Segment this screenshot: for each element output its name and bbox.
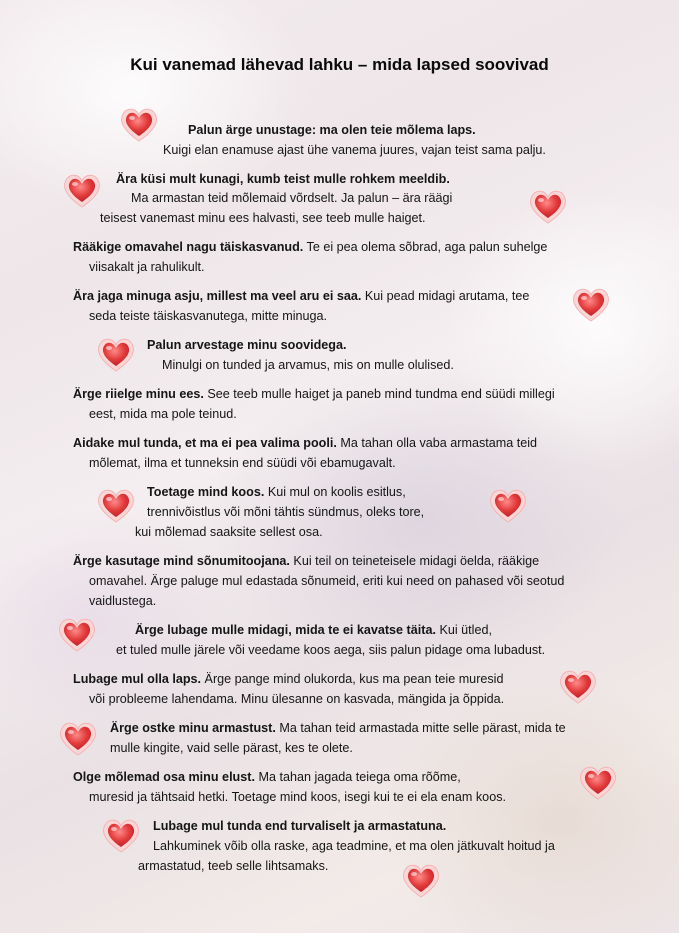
paragraph-13-heading: Olge mõlemad osa minu elust. <box>73 770 255 784</box>
paragraph-2-line-2: Ma armastan teid mõlemaid võrdselt. Ja palun – ära räägi <box>131 191 453 205</box>
heart-icon <box>57 616 97 654</box>
heart-icon <box>62 172 102 210</box>
paragraph-10-line-1 <box>135 620 492 640</box>
paragraph-2-line-3: teisest vanemast minu ees halvasti, see teeb mulle haiget. <box>100 211 426 225</box>
paragraph-4-line-2: seda teiste täiskasvanutega, mitte minuga. <box>89 309 328 323</box>
paragraph-7-line-2: mõlemat, ilma et tunneksin end süüdi või ebamugavalt. <box>89 456 396 470</box>
paragraph-14-line-3: armastatud, teeb selle lihtsamaks. <box>138 859 329 873</box>
paragraph-6-line-1 <box>73 384 555 404</box>
paragraph-3-line-1 <box>73 237 547 257</box>
paragraph-7-line-1 <box>73 433 537 453</box>
paragraph-2-line-1 <box>116 169 450 189</box>
paragraph-5-line-1 <box>147 335 346 355</box>
paragraph-8-line-1 <box>147 482 406 502</box>
paragraph-8-heading: Toetage mind koos. <box>147 485 265 499</box>
paragraph-11-heading: Lubage mul olla laps. <box>73 672 202 686</box>
heart-icon <box>58 720 98 758</box>
paragraph-6-text: See teeb mulle haiget ja paneb mind tundma end süüdi millegi <box>203 387 555 401</box>
paragraph-1-heading: Palun ärge unustage: ma olen teie mõlema laps. <box>188 123 476 137</box>
paragraph-14-line-2: Lahkuminek võib olla raske, aga teadmine, et ma olen jätkuvalt hoitud ja <box>153 839 555 853</box>
paragraph-3-text: Te ei pea olema sõbrad, aga palun suhelge <box>303 240 548 254</box>
paragraph-6-line-2: eest, mida ma pole teinud. <box>89 407 237 421</box>
paragraph-9-heading: Ärge kasutage mind sõnumitoojana. <box>73 554 290 568</box>
paragraph-10-line-2: et tuled mulle järele või veedame koos aega, siis palun pidage oma lubadust. <box>116 643 546 657</box>
paragraph-6-heading: Ärge riielge minu ees. <box>73 387 204 401</box>
paragraph-10-heading: Ärge lubage mulle midagi, mida te ei kavatse täita. <box>135 623 436 637</box>
paragraph-13-text: Ma tahan jagada teiega oma rõõme, <box>254 770 461 784</box>
paragraph-3-heading: Rääkige omavahel nagu täiskasvanud. <box>73 240 304 254</box>
paragraph-10-text: Kui ütled, <box>435 623 492 637</box>
paragraph-4-line-1 <box>73 286 529 306</box>
heart-icon <box>528 188 568 226</box>
heart-icon <box>558 668 598 706</box>
paragraph-4-text: Kui pead midagi arutama, tee <box>361 289 530 303</box>
paragraph-11-line-1 <box>73 669 504 689</box>
paragraph-1-line-1 <box>188 120 476 140</box>
paragraph-8-line-3: kui mõlemad saaksite sellest osa. <box>135 525 323 539</box>
paragraph-12-text: Ma tahan teid armastada mitte selle pärast, mida te <box>275 721 566 735</box>
paragraph-9-line-3: vaidlustega. <box>89 594 157 608</box>
paragraph-5-line-2: Minulgi on tunded ja arvamus, mis on mulle olulised. <box>162 358 454 372</box>
heart-icon <box>96 336 136 374</box>
heart-icon <box>571 286 611 324</box>
paragraph-2-heading: Ära küsi mult kunagi, kumb teist mulle rohkem meeldib. <box>116 172 450 186</box>
paragraph-3-line-2: viisakalt ja rahulikult. <box>89 260 205 274</box>
heart-icon <box>401 862 441 900</box>
heart-icon <box>119 106 159 144</box>
paragraph-5-heading: Palun arvestage minu soovidega. <box>147 338 347 352</box>
paragraph-11-line-2: või probleeme lahendama. Minu ülesanne on kasvada, mängida ja õppida. <box>89 692 505 706</box>
paragraph-9-text: Kui teil on teineteisele midagi öelda, rääkige <box>289 554 540 568</box>
paragraph-13-line-1 <box>73 767 461 787</box>
paragraph-4-heading: Ära jaga minuga asju, millest ma veel aru ei saa. <box>73 289 362 303</box>
paragraph-12-line-1 <box>110 718 566 738</box>
heart-icon <box>578 764 618 802</box>
heart-icon <box>488 487 528 525</box>
paragraph-1-line-2: Kuigi elan enamuse ajast ühe vanema juures, vajan teist sama palju. <box>163 143 546 157</box>
paragraph-9-line-1 <box>73 551 539 571</box>
heart-icon <box>101 817 141 855</box>
heart-icon <box>96 487 136 525</box>
paragraph-8-text: Kui mul on koolis esitlus, <box>264 485 406 499</box>
paragraph-11-text: Ärge pange mind olukorda, kus ma pean teie muresid <box>201 672 504 686</box>
paragraph-7-text: Ma tahan olla vaba armastama teid <box>336 436 538 450</box>
paragraph-12-line-2: mulle kingite, vaid selle pärast, kes te olete. <box>110 741 353 755</box>
paragraph-14-heading: Lubage mul tunda end turvaliselt ja armastatuna. <box>153 819 447 833</box>
paragraph-13-line-2: muresid ja tähtsaid hetki. Toetage mind koos, isegi kui te ei ela enam koos. <box>89 790 506 804</box>
paragraph-12-heading: Ärge ostke minu armastust. <box>110 721 276 735</box>
paragraph-8-line-2: trennivõistlus või mõni tähtis sündmus, oleks tore, <box>147 505 425 519</box>
paragraph-7-heading: Aidake mul tunda, et ma ei pea valima pooli. <box>73 436 337 450</box>
paragraph-9-line-2: omavahel. Ärge paluge mul edastada sõnumeid, eriti kui need on pahased või seotud <box>89 574 565 588</box>
page-title: Kui vanemad lähevad lahku – mida lapsed soovivad <box>130 55 549 74</box>
paragraph-14-line-1 <box>153 816 446 836</box>
